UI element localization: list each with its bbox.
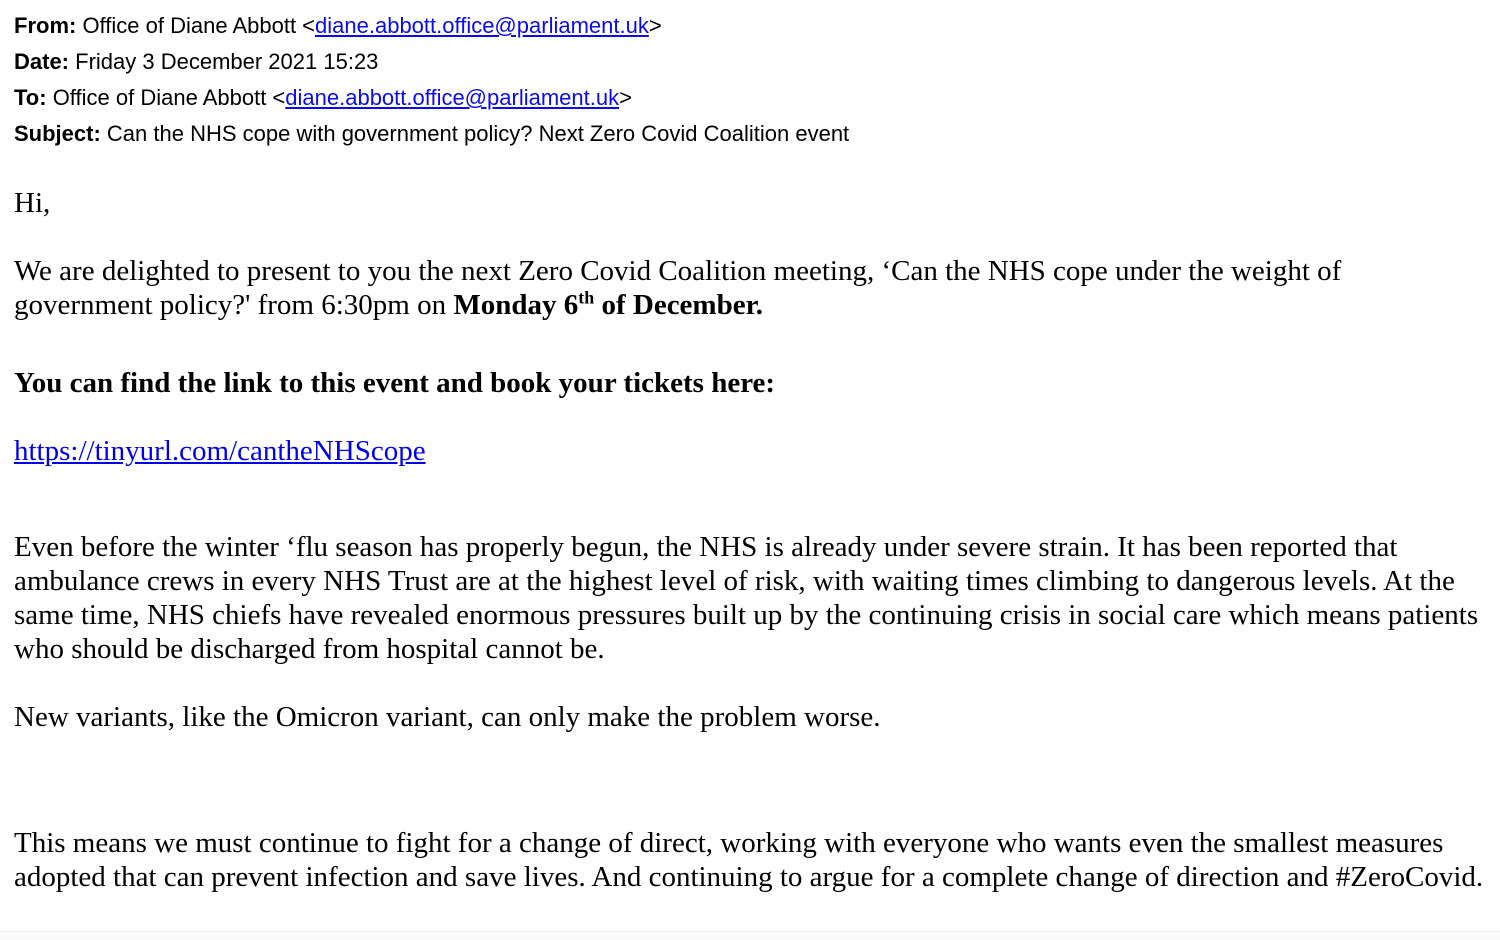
- event-tickets-link[interactable]: https://tinyurl.com/cantheNHScope: [14, 435, 426, 467]
- header-subject-line: [14, 116, 1486, 152]
- from-email-link[interactable]: diane.abbott.office@parliament.uk: [315, 13, 649, 38]
- paragraph-event-announcement: [14, 254, 1486, 322]
- header-date-line: [14, 44, 1486, 80]
- subject-label: Subject:: [14, 121, 101, 146]
- paragraph-nhs-strain: Even before the winter ‘flu season has properly begun, the NHS is already under severe strain. It has been reported that ambulance crews in every NHS Trust are at the highest level of risk, with waiting times climbing to dangerous levels. At the same time, NHS chiefs have revealed enormous pressures built up by the continuing crisis in social care which means patients who should be discharged from hospital cannot be.: [14, 531, 1479, 665]
- paragraph-new-variants: New variants, like the Omicron variant, can only make the problem worse.: [14, 701, 881, 733]
- email-body: [14, 186, 1486, 894]
- greeting: Hi,: [14, 187, 51, 219]
- from-bracket-close: >: [648, 13, 662, 38]
- date-value: Friday 3 December 2021 15:23: [69, 49, 379, 74]
- date-label: Date:: [14, 49, 70, 74]
- tickets-cta-line: You can find the link to this event and book your tickets here:: [14, 367, 776, 399]
- subject-value: Can the NHS cope with government policy? Next Zero Covid Coalition event: [100, 121, 850, 146]
- paragraph-fight-for-change: This means we must continue to fight for a change of direct, working with everyone who wants even the smallest measures adopted that can prevent infection and save lives. And continuing to argue for a complete change of direction and #ZeroCovid.: [14, 827, 1484, 893]
- event-link-line: [14, 434, 1486, 468]
- event-text: We are delighted to present to you the next Zero Covid Coalition meeting, ‘Can the NHS cope under the weight of government policy?' from 6:30pm on: [14, 255, 1342, 321]
- event-date-ordinal: th: [578, 287, 595, 308]
- to-bracket-close: >: [619, 85, 632, 110]
- to-email-link[interactable]: diane.abbott.office@parliament.uk: [285, 85, 620, 110]
- email-headers: [14, 8, 1486, 152]
- event-date-bold-2: of December.: [594, 289, 764, 321]
- bottom-edge-strip: [0, 931, 1500, 940]
- to-name: Office of Diane Abbott <: [46, 85, 286, 110]
- header-from-line: [14, 8, 1486, 44]
- from-name: Office of Diane Abbott <: [76, 13, 316, 38]
- from-label: From:: [14, 13, 77, 38]
- header-to-line: [14, 80, 1486, 116]
- event-date-bold: Monday 6: [453, 289, 579, 321]
- to-label: To:: [14, 85, 47, 110]
